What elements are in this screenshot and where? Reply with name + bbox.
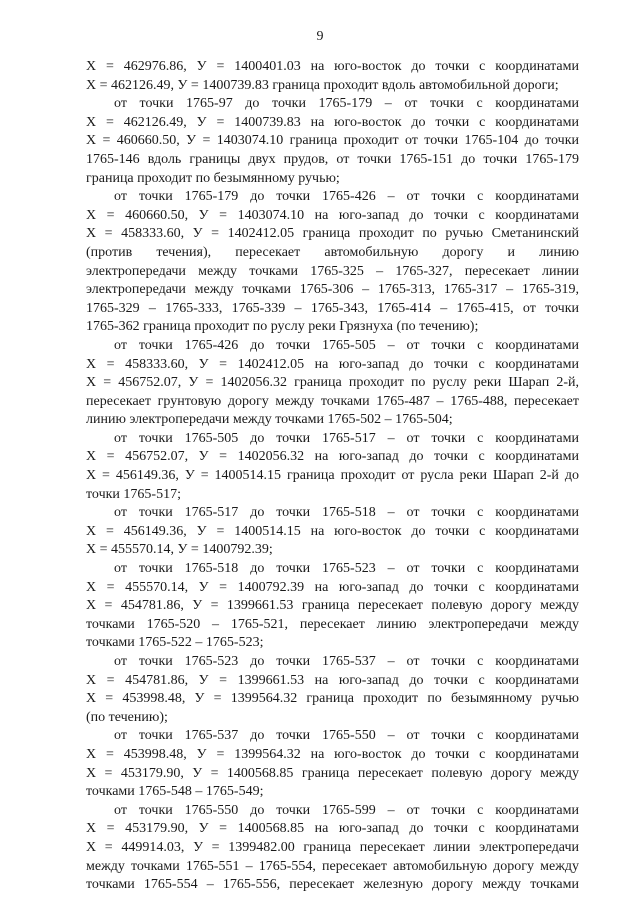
text-line: (против течения), пересекает автомобильную дорогу и линию xyxy=(86,244,579,260)
text-line: 1765-329 – 1765-333, 1765-339 – 1765-343, 1765-414 – 1765-415, от точки xyxy=(86,300,579,316)
text-line: от точки 1765-550 до точки 1765-599 – от точки с координатами xyxy=(114,802,579,818)
text-line: Х = 456752.07, У = 1402056.32 граница проходит по руслу реки Шарап 2-й, xyxy=(86,375,579,391)
text-line: Х = 453998.48, У = 1399564.32 граница проходит по безымянному ручью xyxy=(86,691,579,707)
text-line: 1765-146 вдоль границы двух прудов, от точки 1765-151 до точки 1765-179 xyxy=(86,151,579,167)
text-line: Х = 456149.36, У = 1400514.15 на юго-восток до точки с координатами xyxy=(86,523,579,539)
text-line: от точки 1765-518 до точки 1765-523 – от точки с координатами xyxy=(114,561,579,577)
text-line: Х = 454781.86, У = 1399661.53 граница пересекает полевую дорогу между xyxy=(86,598,579,614)
text-line: точки 1765-517; xyxy=(86,486,181,502)
text-line: граница проходит по безымянному ручью; xyxy=(86,170,340,186)
text-line: Х = 453998.48, У = 1399564.32 на юго-восток до точки с координатами xyxy=(86,746,579,762)
text-line: (по течению); xyxy=(86,709,168,725)
text-line: Х = 456752.07, У = 1402056.32 на юго-запад до точки с координатами xyxy=(86,449,579,465)
paragraph xyxy=(86,58,579,95)
text-line: Х = 458333.60, У = 1402412.05 на юго-запад до точки с координатами xyxy=(86,356,579,372)
paragraph xyxy=(86,653,579,727)
paragraph xyxy=(86,802,579,895)
text-line: от точки 1765-505 до точки 1765-517 – от точки с координатами xyxy=(114,430,579,446)
text-line: Х = 460660.50, У = 1403074.10 на юго-запад до точки с координатами xyxy=(86,207,579,223)
text-line: Х = 462126.49, У = 1400739.83 на юго-восток до точки с координатами xyxy=(86,114,579,130)
text-line: Х = 462126.49, У = 1400739.83 граница проходит вдоль автомобильной дороги; xyxy=(86,77,559,93)
page-number: 9 xyxy=(316,29,324,44)
text-line: Х = 449914.03, У = 1399482.00 граница пересекает линии электропередачи xyxy=(86,839,579,855)
text-line: 1765-362 граница проходит по руслу реки Грязнуха (по течению); xyxy=(86,319,479,335)
text-line: точками 1765-554 – 1765-556, пересекает железную дорогу между точками xyxy=(86,877,579,893)
text-line: Х = 460660.50, У = 1403074.10 граница проходит от точки 1765-104 до точки xyxy=(86,133,579,149)
paragraph xyxy=(86,560,579,653)
paragraph xyxy=(86,727,579,801)
text-line: между точками 1765-551 – 1765-554, пересекает автомобильную дорогу между xyxy=(86,858,579,874)
document-body xyxy=(86,58,579,895)
text-line: от точки 1765-523 до точки 1765-537 – от точки с координатами xyxy=(114,654,579,669)
text-line: точками 1765-520 – 1765-521, пересекает линию электропередачи между xyxy=(86,616,579,632)
text-line: линию электропередачи между точками 1765-502 – 1765-504; xyxy=(86,412,453,428)
paragraph xyxy=(86,337,579,430)
paragraph xyxy=(86,430,579,504)
text-line: точками 1765-522 – 1765-523; xyxy=(86,635,264,651)
text-line: от точки 1765-517 до точки 1765-518 – от точки с координатами xyxy=(114,505,579,521)
text-line: от точки 1765-179 до точки 1765-426 – от точки с координатами xyxy=(114,189,579,205)
text-line: точками 1765-548 – 1765-549; xyxy=(86,784,264,800)
text-line: Х = 462976.86, У = 1400401.03 на юго-восток до точки с координатами xyxy=(86,59,579,74)
text-line: Х = 454781.86, У = 1399661.53 на юго-запад до точки с координатами xyxy=(86,672,579,688)
text-line: Х = 458333.60, У = 1402412.05 граница проходит по ручью Сметанинский xyxy=(86,226,579,242)
paragraph xyxy=(86,95,579,188)
text-line: Х = 453179.90, У = 1400568.85 на юго-запад до точки с координатами xyxy=(86,821,579,837)
text-line: Х = 456149.36, У = 1400514.15 граница проходит от русла реки Шарап 2-й до xyxy=(86,468,579,484)
text-line: электропередачи между точками 1765-306 – 1765-313, 1765-317 – 1765-319, xyxy=(86,282,579,298)
text-line: пересекает грунтовую дорогу между точками 1765-487 – 1765-488, пересекает xyxy=(86,393,579,409)
text-line: от точки 1765-537 до точки 1765-550 – от точки с координатами xyxy=(114,728,579,744)
paragraph xyxy=(86,188,579,337)
text-line: Х = 453179.90, У = 1400568.85 граница пересекает полевую дорогу между xyxy=(86,765,579,781)
text-line: от точки 1765-426 до точки 1765-505 – от точки с координатами xyxy=(114,337,579,353)
text-line: Х = 455570.14, У = 1400792.39; xyxy=(86,542,273,558)
text-line: электропередачи между точками 1765-325 – 1765-327, пересекает линии xyxy=(86,263,579,279)
text-line: Х = 455570.14, У = 1400792.39 на юго-запад до точки с координатами xyxy=(86,579,579,595)
text-line: от точки 1765-97 до точки 1765-179 – от точки с координатами xyxy=(114,96,579,112)
paragraph xyxy=(86,504,579,560)
